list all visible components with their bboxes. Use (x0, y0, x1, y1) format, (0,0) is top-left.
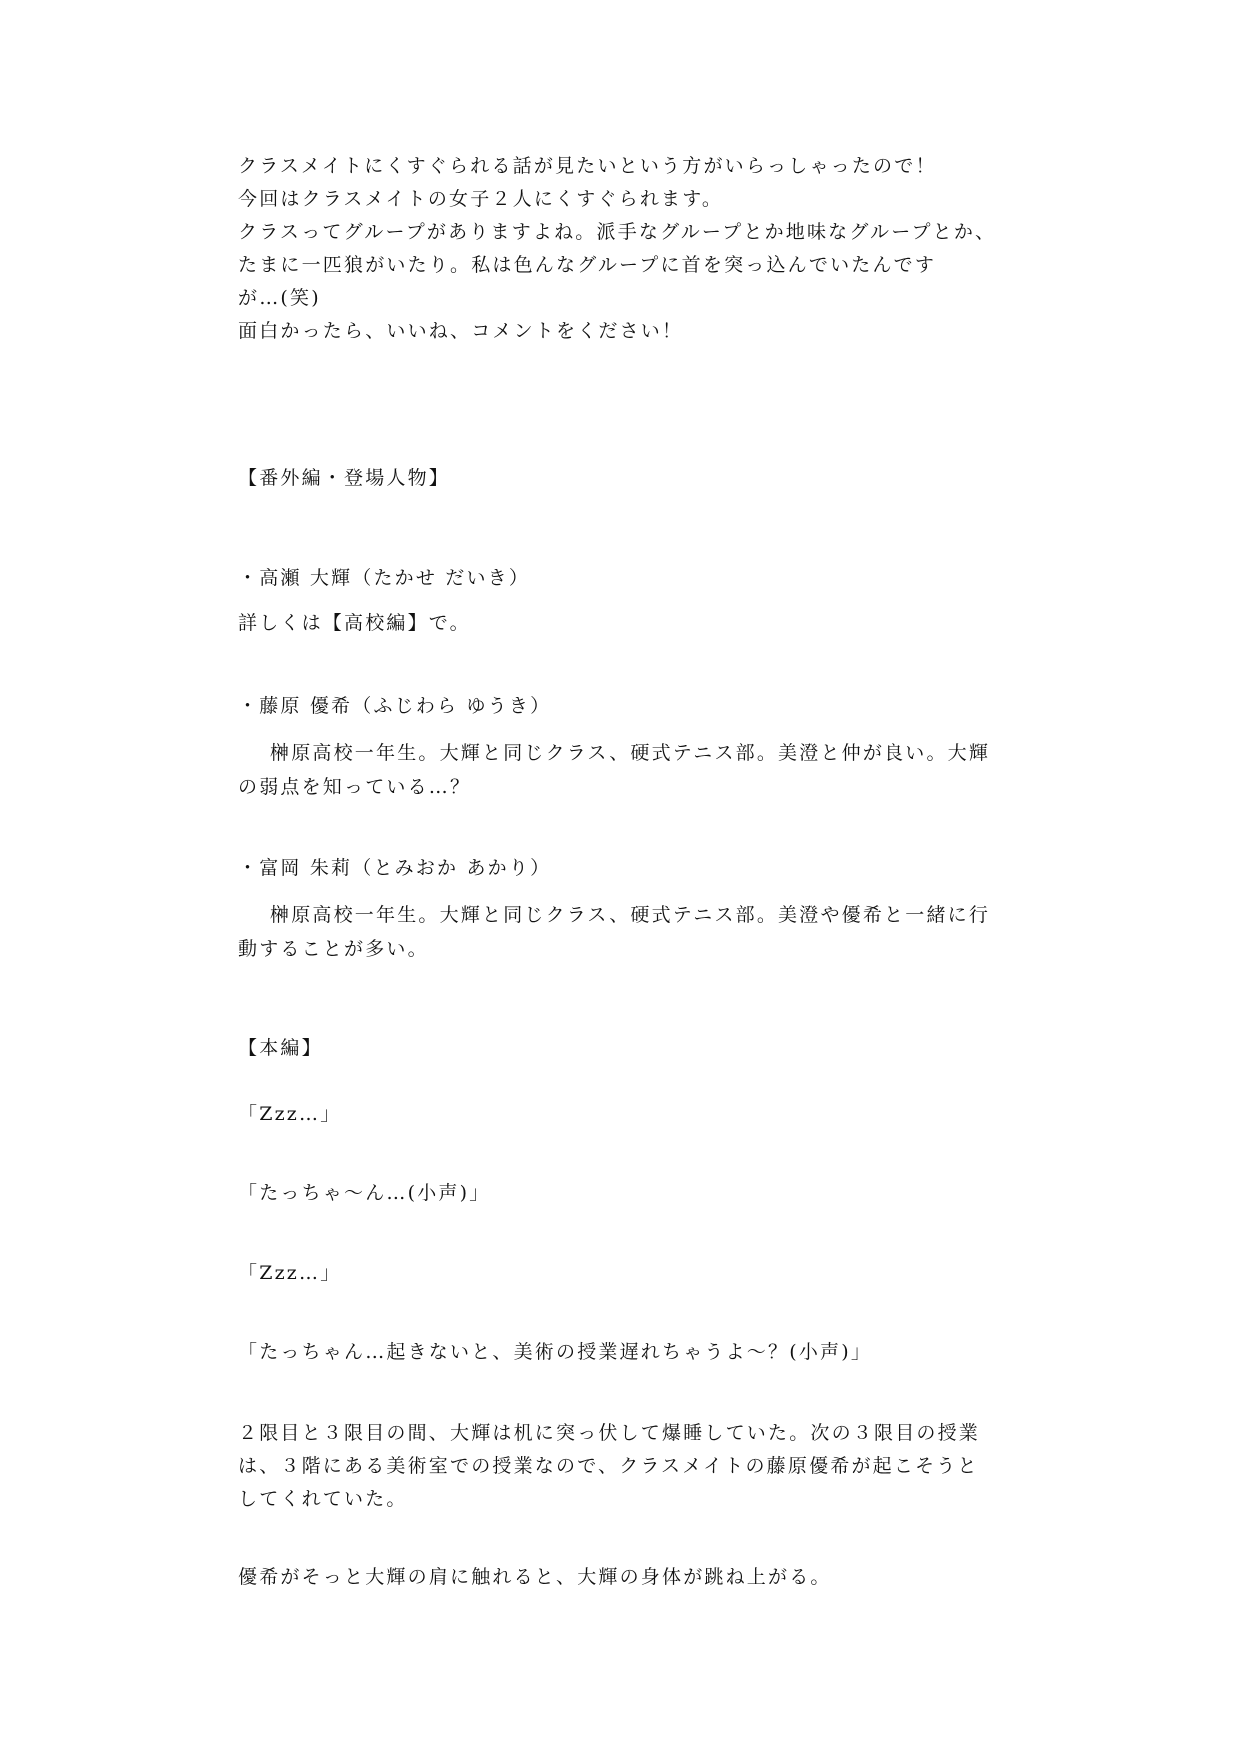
dialogue-line-2: 「たっちゃ〜ん…(小声)」 (238, 1182, 491, 1204)
character-2-name: ・藤原 優希（ふじわら ゆうき） (238, 695, 552, 717)
narration-line-4: 優希がそっと大輝の肩に触れると、大輝の身体が跳ね上がる。 (238, 1566, 832, 1588)
narration-line-2: は、３階にある美術室での授業なので、クラスメイトの藤原優希が起こそうと (238, 1455, 979, 1477)
character-3-name: ・富岡 朱莉（とみおか あかり） (238, 857, 552, 879)
intro-line-5: が…(笑) (238, 287, 321, 309)
character-1-name: ・高瀬 大輝（たかせ だいき） (238, 567, 531, 589)
dialogue-line-3: 「Zzz…」 (238, 1262, 342, 1284)
narration-line-3: してくれていた。 (238, 1488, 408, 1510)
character-3-description-line-2: 動することが多い。 (238, 938, 429, 960)
story-heading: 【本編】 (238, 1037, 323, 1059)
intro-line-6: 面白かったら、いいね、コメントをください！ (238, 320, 684, 342)
narration-line-1: ２限目と３限目の間、大輝は机に突っ伏して爆睡していた。次の３限目の授業 (238, 1422, 981, 1444)
character-1-description: 詳しくは【高校編】で。 (238, 612, 471, 634)
character-2-description-line-2: の弱点を知っている…？ (238, 776, 472, 798)
intro-line-3: クラスってグループがありますよね。派手なグループとか地味なグループとか、 (238, 221, 997, 243)
intro-line-1: クラスメイトにくすぐられる話が見たいという方がいらっしゃったので！ (238, 155, 937, 177)
dialogue-line-1: 「Zzz…」 (238, 1103, 342, 1125)
character-2-description-line-1: 榊原高校一年生。大輝と同じクラス、硬式テニス部。美澄と仲が良い。大輝 (270, 742, 991, 764)
intro-line-4: たまに一匹狼がいたり。私は色んなグループに首を突っ込んでいたんです (238, 254, 937, 276)
dialogue-line-4: 「たっちゃん…起きないと、美術の授業遅れちゃうよ〜？(小声)」 (238, 1341, 873, 1363)
characters-heading: 【番外編・登場人物】 (238, 467, 451, 489)
intro-line-2: 今回はクラスメイトの女子２人にくすぐられます。 (238, 188, 724, 210)
character-3-description-line-1: 榊原高校一年生。大輝と同じクラス、硬式テニス部。美澄や優希と一緒に行 (270, 904, 991, 926)
